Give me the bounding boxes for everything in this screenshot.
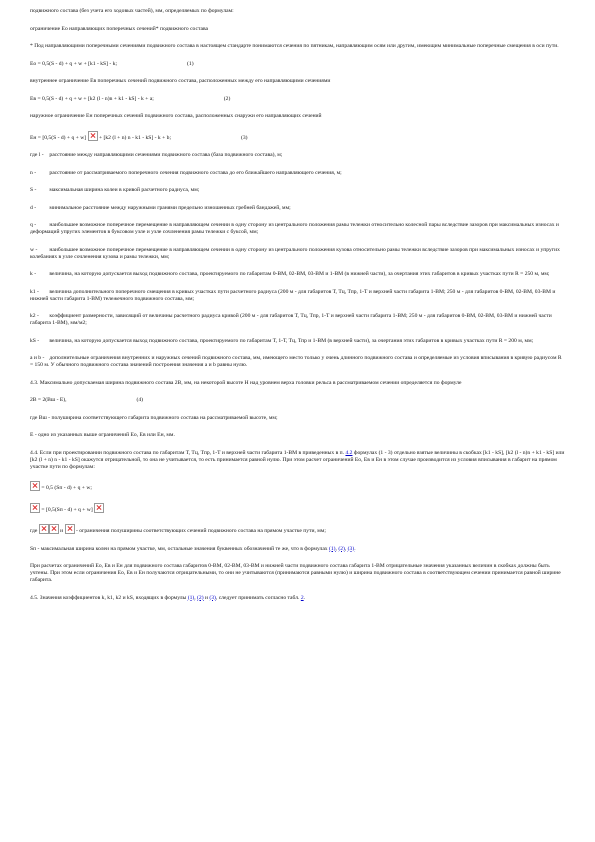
definition-label: a и b - — [30, 355, 45, 361]
definition-text: наибольшее возможное поперечное перемещение в направляющем сечении в одну сторону из центрального положения рамы тележки относительно колесной пары вследствие зазоров при максимальных износах и деформаций упругих элементов в буксовом узле и узле сочленения рамы тележки с буксой, мм; — [30, 222, 559, 235]
definition-text: дополнительные ограничения внутренних и наружных сечений подвижного состава, мм, имеющего место только у очень длинного подвижного состава и определяемые из условия вписывания в кривую радиусом R = 150 м. У обычного подвижного состава значений построения значения a и b равны нулю. — [30, 355, 562, 368]
formula-2-number: (2) — [223, 95, 231, 102]
formula-5 — [30, 481, 566, 492]
definition-label: S - — [30, 187, 37, 193]
broken-image-icon — [30, 503, 40, 513]
formula-3-number: (3) — [241, 134, 248, 141]
definition-text: полуширина соответствующего габарита подвижного состава на рассматриваемой высоте, мм; — [51, 414, 278, 421]
definition-label: kS - — [30, 337, 40, 344]
formula-4-text: 2В = 2(Вш - Е), — [30, 397, 67, 403]
document-page — [30, 8, 566, 612]
definition-q — [30, 222, 566, 236]
broken-image-icon — [88, 131, 98, 141]
link-formula-3[interactable]: (3) — [209, 594, 216, 601]
link-formula-2[interactable]: (2) — [197, 594, 204, 601]
formula-1-text: Eo = 0,5(S - d) + q + w + [k1 - kS] - k; — [30, 60, 118, 67]
formula-5-text: = 0,5 (Sп - d) + q + w; — [41, 485, 92, 491]
link-table-2[interactable]: 2 — [300, 594, 304, 601]
definition-k1 — [30, 289, 566, 303]
paragraph-sp-text: Sп - максимальная ширина колеи на прямом участке, мм, остальные значения буквенных обозначений те же, что в формулах — [30, 545, 328, 552]
where-and: и — [60, 528, 64, 534]
link-formula-1[interactable]: (1) — [329, 545, 336, 552]
definition-a-b — [30, 355, 566, 369]
paragraph-4-5-text-a: 4.5. Значения коэффициентов k, k1, k2 и kS, входящих в формулы — [30, 594, 187, 601]
paragraph-sp: Sп - максимальная ширина колеи на прямом участке, мм, остальные значения буквенных обозначений те же, что в формулах (1), (2), (3). — [30, 545, 356, 552]
formula-3 — [30, 131, 566, 142]
definition-l — [30, 152, 566, 159]
formula-2-text: Eв = 0,5(S - d) + q + w + [k2 (l - n)n + k1 - kS] - k + a; — [30, 95, 154, 102]
paragraph-en-heading: наружное ограничение Eн поперечных сечений подвижного состава, расположенных снаружи его направляющих сечений — [30, 113, 322, 119]
formula-1-number: (1) — [187, 60, 194, 67]
where-label: где — [30, 528, 38, 534]
broken-image-icon — [39, 524, 49, 534]
definition-label: q - — [30, 222, 37, 228]
paragraph-4-4-text-b: формулах (1 - 3) отдельно взятые величины в скобках [k1 - kS], [k2 (l - n)n + k1 - kS] или [k2 (l + n) n - k1 - kS] окажутся отрицательной, то она не учитывается, то есть принимается равной нулю. При этом расчет ограничений Eo, Eв и Eн в этом случае производится из условия вписывания в габарит на прямом участке пути по формулам: — [30, 449, 565, 470]
paragraph-where — [30, 524, 566, 535]
definition-text: наибольшее возможное поперечное перемещение в направляющем сечении в одну сторону из центрального положения кузова относительно рамы тележки вследствие зазоров при максимальных износах и упругих колебаниях в узле сочленения кузова и рамы тележки, мм; — [30, 246, 560, 260]
broken-image-icon — [94, 503, 104, 513]
definition-label: где l - — [30, 152, 44, 158]
definition-text: величина, на которую допускается выход подвижного состава, проектируемого по габаритам 0-ВМ, 02-ВМ, 03-ВМ и 1-ВМ (в нижней части), за очертания этих габаритов в кривых участках пути R = 250 м, мм; — [49, 271, 550, 277]
definition-label: n - — [30, 169, 37, 176]
definition-k2 — [30, 313, 566, 327]
formula-4-number: (4) — [136, 397, 144, 403]
link-4-2[interactable]: 4.2 — [345, 449, 353, 456]
formula-3-text-a: Eн = [0,5(S - d) + q + w] — [30, 134, 87, 141]
paragraph-footnote: * Под направляющими поперечными сечениями подвижного состава в настоящем стандарте понимаются сечения по пятникам, направляющим осям или другим, имеющим минимальные поперечные смещения в оси пути. — [30, 43, 559, 49]
broken-image-icon — [49, 524, 59, 534]
formula-4 — [30, 397, 566, 404]
definition-text: максимальная ширина колеи в кривой расчетного радиуса, мм; — [49, 187, 200, 193]
paragraph-calc: При расчетах ограничений Eo, Eв и Eн для подвижного состава габаритов 0-ВМ, 02-ВМ, 03-ВМ и нижней части подвижного состава габарита 1-ВМ отрицательные значения указанных величин в скобках должны быть учтены. При этом если ограничения Eo, Eв и Eн получаются отрицательными, то они не учитываются (принимаются равными нулю) и ширина подвижного состава в соответствующем сечении принимается равной ширине габарита. — [30, 563, 561, 583]
paragraph-4-3: 4.3. Максимально допускаемая ширина подвижного состава 2В, мм, на некоторой высоте Н над уровнем верха головки рельса в рассматриваемом сечении определяется по формуле — [30, 379, 462, 386]
broken-image-icon — [30, 481, 40, 491]
definition-label: где Вш - — [30, 414, 51, 421]
link-formula-2[interactable]: (2) — [338, 545, 345, 552]
formula-2 — [30, 96, 566, 103]
paragraph-4-4-text-a: 4.4. Если при проектировании подвижного состава по габаритам Т, Тц, Тпр, 1-Т и верхней части габарита 1-ВМ в приведенных в п. — [30, 449, 345, 456]
definition-label: k1 - — [30, 288, 39, 295]
paragraph-eo-heading: ограничение Eo направляющих поперечных сечений* подвижного состава — [30, 25, 209, 32]
formula-6 — [30, 503, 566, 514]
formula-6-text: = [0,5(Sп - d) + q + w] — [41, 506, 93, 513]
definition-s — [30, 187, 566, 194]
broken-image-icon — [65, 524, 75, 534]
definition-label: w - — [30, 246, 38, 253]
paragraph-e: Е - одно из указанных выше ограничений Eo, Eв или Eн, мм. — [30, 432, 175, 438]
definition-text: величина, на которую допускается выход подвижного состава, проектируемого по габаритам Т, 1-Т, Тц, Тпр и 1-ВМ (в верхней части), за очертания этих габаритов в кривых участках пути R = 200 м, мм; — [49, 337, 534, 344]
definition-w — [30, 247, 566, 261]
link-formula-3[interactable]: (3) — [347, 545, 355, 552]
definition-vsh — [30, 415, 566, 422]
definition-text: расстояние от рассматриваемого поперечного сечения подвижного состава до его ближайшего направляющего сечения, м; — [49, 169, 342, 176]
paragraph-intro: подвижного состава (без учета его ходовых частей), мм, определяемых по формулам: — [30, 8, 234, 14]
definition-label: d - — [30, 204, 37, 211]
definition-d — [30, 205, 566, 212]
paragraph-ev-heading: внутреннее ограничение Eв поперечных сечений подвижного состава, расположенных между его направляющими сечениями — [30, 78, 331, 84]
definition-text: величина дополнительного поперечного смещения в кривых участках пути расчетного радиуса (200 м - для габаритов Т, Тц, Тпр, 1-Т и верхней части габарита 1-ВМ; 250 м - для габаритов 0-ВМ, 02-ВМ, 03-ВМ и нижней части габарита 1-ВМ) тележечного подвижного состава, мм; — [30, 288, 556, 302]
definition-text: коэффициент размерности, зависящий от величины расчетного радиуса кривой (200 м - для габаритов Т, Тц, Тпр, 1-Т и верхней части габарита 1-ВМ; 250 м - для габаритов 0-ВМ, 02-ВМ, 03-ВМ и нижней части габарита 1-ВМ), мм/м2; — [30, 313, 552, 326]
definition-ks — [30, 338, 566, 345]
definition-n — [30, 170, 566, 177]
definition-text: расстояние между направляющими сечениями подвижного состава (база подвижного состава), м; — [49, 152, 283, 158]
where-text: - ограничения полуширины соответствующих сечений подвижного состава на прямом участке пути, мм; — [75, 528, 326, 534]
definition-label: k2 - — [30, 313, 39, 319]
definition-k — [30, 271, 566, 278]
paragraph-4-5-text-b: , следует принимать согласно табл. — [215, 594, 300, 601]
definition-label: k - — [30, 271, 37, 277]
formula-1 — [30, 61, 566, 68]
paragraph-4-4 — [30, 450, 566, 471]
paragraph-4-5: 4.5. Значения коэффициентов k, k1, k2 и kS, входящих в формулы (1), (2) и (3), следует принимать согласно табл. 2. — [30, 594, 306, 601]
link-formula-1[interactable]: (1) — [187, 594, 195, 601]
definition-text: минимальное расстояние между наружными гранями предельно изношенных гребней бандажей, мм; — [49, 204, 291, 211]
formula-3-text-b: + [k2 (l + n) n - k1 - kS] - k + b; — [98, 134, 172, 141]
